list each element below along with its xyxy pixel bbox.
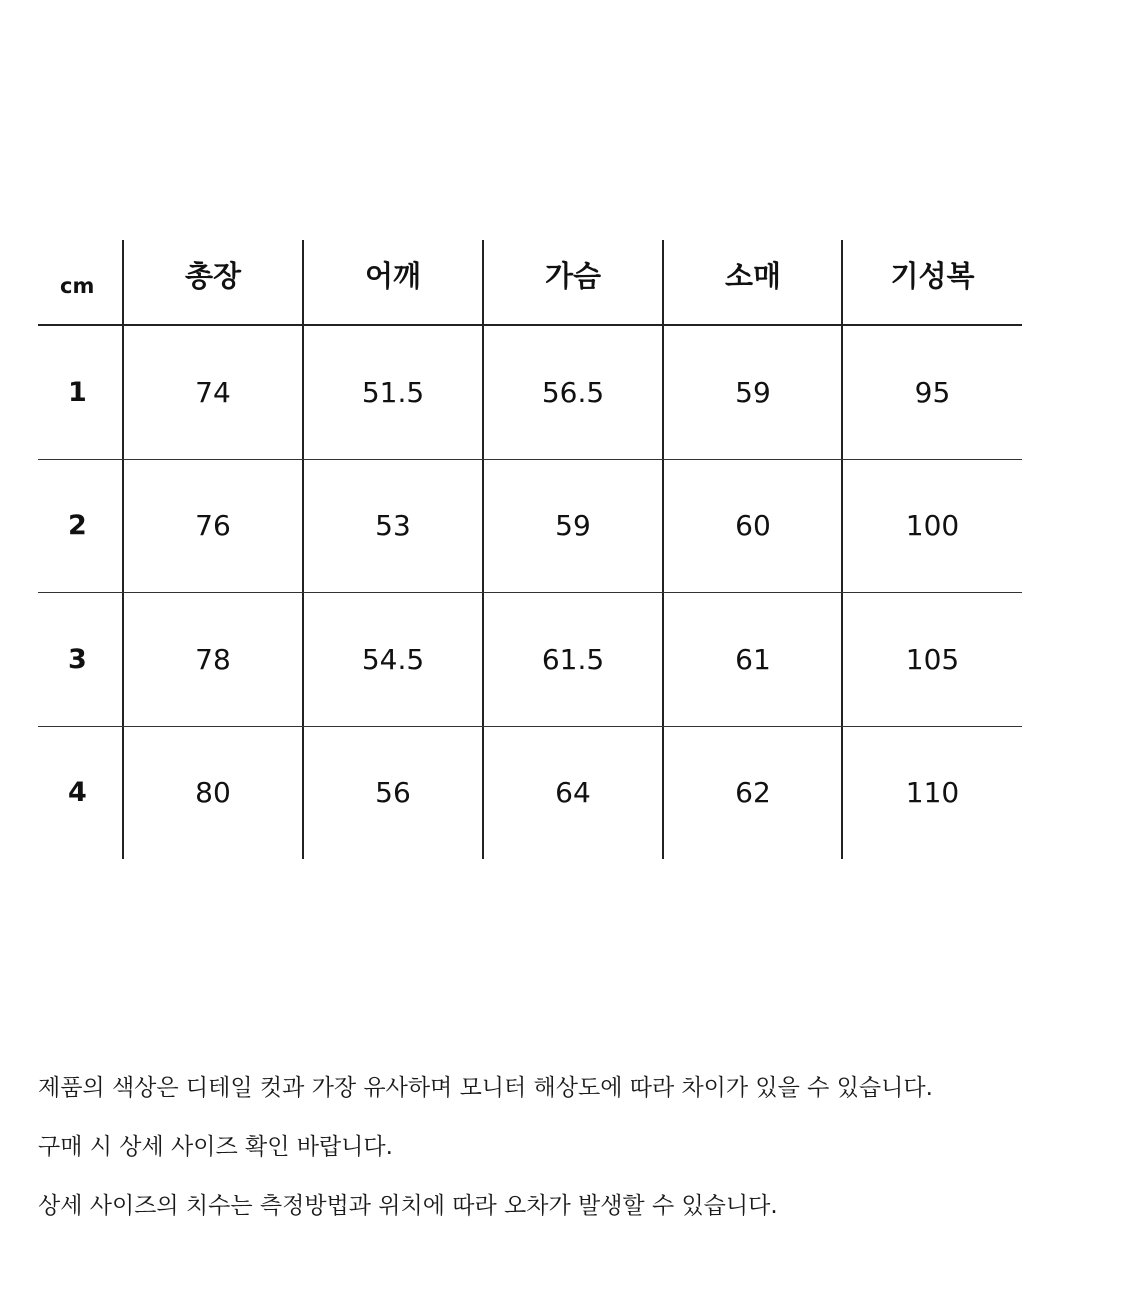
note-check-size: 구매 시 상세 사이즈 확인 바랍니다.: [38, 1134, 393, 1160]
cell-shoulder: 54.5: [361, 642, 425, 676]
cell-standard-size: 100: [905, 509, 960, 542]
header-length: 총장: [184, 259, 242, 293]
cell-standard-size: 110: [905, 776, 960, 809]
header-standard-size: 기성복: [890, 259, 975, 293]
row-size-label: 2: [68, 510, 87, 541]
column-divider: [482, 240, 484, 859]
cell-chest: 59: [555, 509, 591, 542]
cell-chest: 56.5: [541, 375, 605, 409]
cell-shoulder: 51.5: [361, 375, 425, 409]
header-divider: [38, 324, 1022, 326]
header-sleeve: 소매: [724, 259, 782, 293]
cell-sleeve: 62: [735, 776, 771, 809]
cell-shoulder: 53: [375, 509, 411, 542]
row-size-label: 1: [68, 376, 87, 408]
row-size-label: 3: [68, 643, 87, 675]
note-color-disclaimer: 제품의 색상은 디테일 컷과 가장 유사하며 모니터 해상도에 따라 차이가 있을 수 있습니다.: [38, 1075, 933, 1101]
cell-chest: 64: [555, 776, 591, 809]
cell-length: 78: [195, 642, 231, 676]
header-chest: 가슴: [544, 259, 602, 293]
unit-label: cm: [60, 273, 95, 298]
cell-length: 74: [195, 375, 231, 409]
note-measurement-error: 상세 사이즈의 치수는 측정방법과 위치에 따라 오차가 발생할 수 있습니다.: [38, 1193, 778, 1219]
row-divider: [38, 726, 1022, 727]
cell-sleeve: 61: [735, 642, 771, 676]
row-divider: [38, 459, 1022, 460]
column-divider: [122, 240, 124, 859]
cell-length: 76: [195, 509, 231, 542]
cell-chest: 61.5: [541, 642, 605, 676]
column-divider: [302, 240, 304, 859]
cell-sleeve: 59: [735, 375, 771, 409]
cell-sleeve: 60: [735, 509, 771, 542]
row-size-label: 4: [68, 777, 87, 808]
cell-standard-size: 105: [905, 642, 960, 676]
cell-standard-size: 95: [914, 375, 951, 409]
column-divider: [662, 240, 664, 859]
cell-shoulder: 56: [375, 776, 411, 809]
size-table-grid: [38, 240, 1022, 859]
header-shoulder: 어깨: [364, 259, 422, 293]
column-divider: [841, 240, 843, 859]
row-divider: [38, 592, 1022, 593]
size-table: [38, 240, 1022, 859]
cell-length: 80: [195, 776, 231, 809]
